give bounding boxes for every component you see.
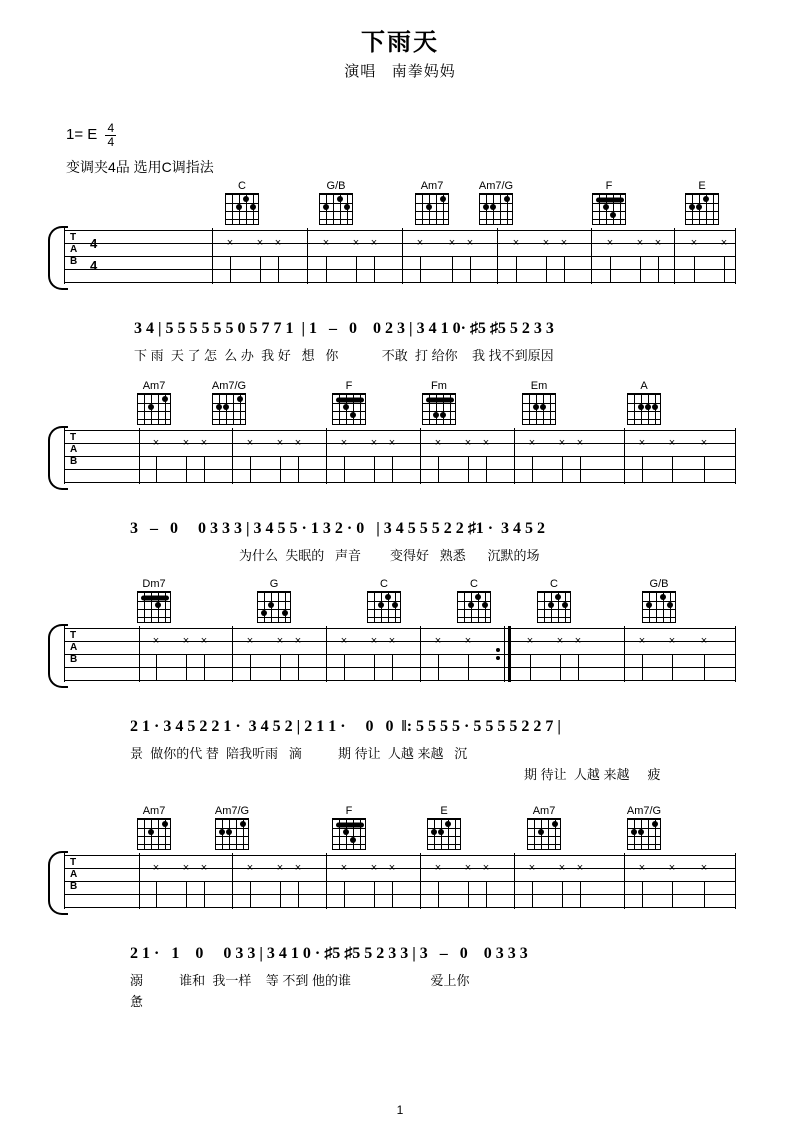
chord-name: E: [440, 805, 448, 817]
chord-grid: [627, 818, 661, 850]
chord-name: E: [698, 180, 706, 192]
time-denominator: 4: [107, 134, 115, 149]
chord-grid: [685, 193, 719, 225]
time-signature: [105, 122, 116, 148]
chord-grid: [627, 393, 661, 425]
chord-name: C: [238, 180, 246, 192]
chord-name: C: [550, 578, 558, 590]
tab-clef: T A B: [70, 857, 78, 892]
key-label: 1= E: [66, 126, 98, 144]
system-2: [64, 380, 736, 563]
tab-staff: T A B × × × × × × × × × × × × × × × × × ×: [64, 428, 736, 484]
chord-name: Am7/G: [626, 805, 662, 817]
chord-name: Fm: [431, 380, 447, 392]
chord-grid: [427, 818, 461, 850]
key-signature: [66, 122, 116, 148]
time-numerator: 4: [107, 121, 115, 135]
chord-name: Am7/G: [214, 805, 250, 817]
chord-grid: [137, 591, 171, 623]
system-brace: [48, 226, 68, 290]
performer-name: 南拳妈妈: [391, 63, 456, 80]
chord-diagram: [134, 578, 174, 623]
chord-diagram: [209, 380, 249, 425]
numbered-notation-row: 3 4 | 5 5 5 5 5 5 0 5 7 7 1 | 1 – 0 0 2 3 | 3 4 1 0· ♯5 ♯5 5 2 3 3: [134, 320, 554, 337]
chord-name: Em: [530, 380, 548, 392]
chord-name: Am7: [420, 180, 444, 192]
chord-diagram: [476, 180, 516, 225]
chord-name: Am7/G: [478, 180, 514, 192]
chord-name: Am7: [142, 805, 166, 817]
chord-diagram: [412, 180, 452, 225]
chord-grid: [592, 193, 626, 225]
chord-grid: [225, 193, 259, 225]
chord-grid: [415, 193, 449, 225]
tab-clef: T A B: [70, 232, 78, 267]
system-4: [64, 805, 736, 1009]
chord-grid: [367, 591, 401, 623]
chord-diagram: [316, 180, 356, 225]
chord-name: Dm7: [142, 578, 166, 590]
lyric-row: 下 雨 天 了 怎 么 办 我 好 想 你 不敢 打 给你 我 找不到原因: [134, 348, 554, 363]
chord-diagram: [682, 180, 722, 225]
chord-diagram: [222, 180, 262, 225]
chord-name: Am7/G: [211, 380, 247, 392]
lyric-row-verse1: 景 做你的代 替 陪我听雨 滴 期 待让 人越 来越 沉: [130, 746, 468, 761]
chord-name: F: [345, 380, 353, 392]
chord-grid: [422, 393, 456, 425]
chord-diagram: [639, 578, 679, 623]
performer-line: [0, 60, 800, 81]
chord-name: A: [640, 380, 648, 392]
chord-grid: [319, 193, 353, 225]
chord-grid: [457, 591, 491, 623]
chord-diagram: [624, 805, 664, 850]
tab-staff: T A B × × × × × × × × × × × × × × × × × ×: [64, 853, 736, 909]
lyric-row-verse2: 惫: [130, 994, 144, 1009]
chord-grid: [137, 393, 171, 425]
performer-label: 演唱: [344, 63, 377, 80]
chord-name: Am7: [532, 805, 556, 817]
chord-grid: [257, 591, 291, 623]
chord-name: Am7: [142, 380, 166, 392]
lyric-row-verse1: 溺 谁和 我一样 等 不到 他的谁 爱上你: [130, 973, 470, 988]
chord-diagram: [329, 380, 369, 425]
tab-clef: T A B: [70, 630, 78, 665]
page-number: 1: [396, 1103, 404, 1117]
tab-clef: T A B: [70, 432, 78, 467]
page-title: 下雨天: [361, 29, 439, 56]
tab-staff: T A B × × × × × × × × × × × × × × × × ×: [64, 626, 736, 682]
chord-name: G: [269, 578, 279, 590]
chord-grid: [527, 818, 561, 850]
lyric-row-verse2: 期 待让 人越 来越 疲: [524, 767, 661, 782]
chord-diagram: [364, 578, 404, 623]
chord-diagram: [419, 380, 459, 425]
chord-diagram: [212, 805, 252, 850]
numbered-notation-row: 2 1 · 1 0 0 3 3 | 3 4 1 0 · ♯5 ♯5 5 2 3 3 | 3 – 0 0 3 3 3: [130, 945, 528, 962]
chord-grid: [642, 591, 676, 623]
repeat-sign: [496, 644, 500, 664]
chord-diagram: [134, 380, 174, 425]
chord-grid: [332, 393, 366, 425]
numbered-notation-row: 2 1 · 3 4 5 2 2 1 · 3 4 5 2 | 2 1 1 · 0 0 ‖: 5 5 5 5 · 5 5 5 5 2 2 7 |: [130, 718, 561, 735]
chord-name: C: [380, 578, 388, 590]
chord-name: G/B: [649, 578, 669, 590]
chord-diagram: [519, 380, 559, 425]
chord-name: C: [470, 578, 478, 590]
chord-name: F: [345, 805, 353, 817]
chord-diagram: [589, 180, 629, 225]
chord-diagram: [424, 805, 464, 850]
chord-grid: [479, 193, 513, 225]
chord-diagram: [524, 805, 564, 850]
system-brace: [48, 426, 68, 490]
chord-grid: [137, 818, 171, 850]
capo-note: 变调夹4品 选用C调指法: [66, 159, 214, 175]
chord-diagram: [454, 578, 494, 623]
tab-staff: T A B 4 4 × × × × × × × × × × × × × × × × ×: [64, 228, 736, 284]
numbered-notation-row: 3 – 0 0 3 3 3 | 3 4 5 5 · 1 3 2 · 0 | 3 4 5 5 5 2 2 ♯1 · 3 4 5 2: [130, 520, 546, 537]
chord-grid: [522, 393, 556, 425]
chord-name: F: [605, 180, 613, 192]
chord-grid: [215, 818, 249, 850]
lyric-row: 为什么 失眠的 声音 变得好 熟悉 沉默的场: [239, 548, 540, 563]
chord-diagram: [329, 805, 369, 850]
system-3: [64, 578, 736, 782]
chord-diagram: [534, 578, 574, 623]
chord-diagram: [624, 380, 664, 425]
chord-grid: [212, 393, 246, 425]
chord-name: G/B: [326, 180, 346, 192]
system-brace: [48, 851, 68, 915]
chord-diagram: [134, 805, 174, 850]
system-1: [64, 180, 736, 363]
system-brace: [48, 624, 68, 688]
chord-grid: [332, 818, 366, 850]
staff-time-signature: 4 4: [90, 236, 98, 273]
chord-diagram: [254, 578, 294, 623]
chord-grid: [537, 591, 571, 623]
